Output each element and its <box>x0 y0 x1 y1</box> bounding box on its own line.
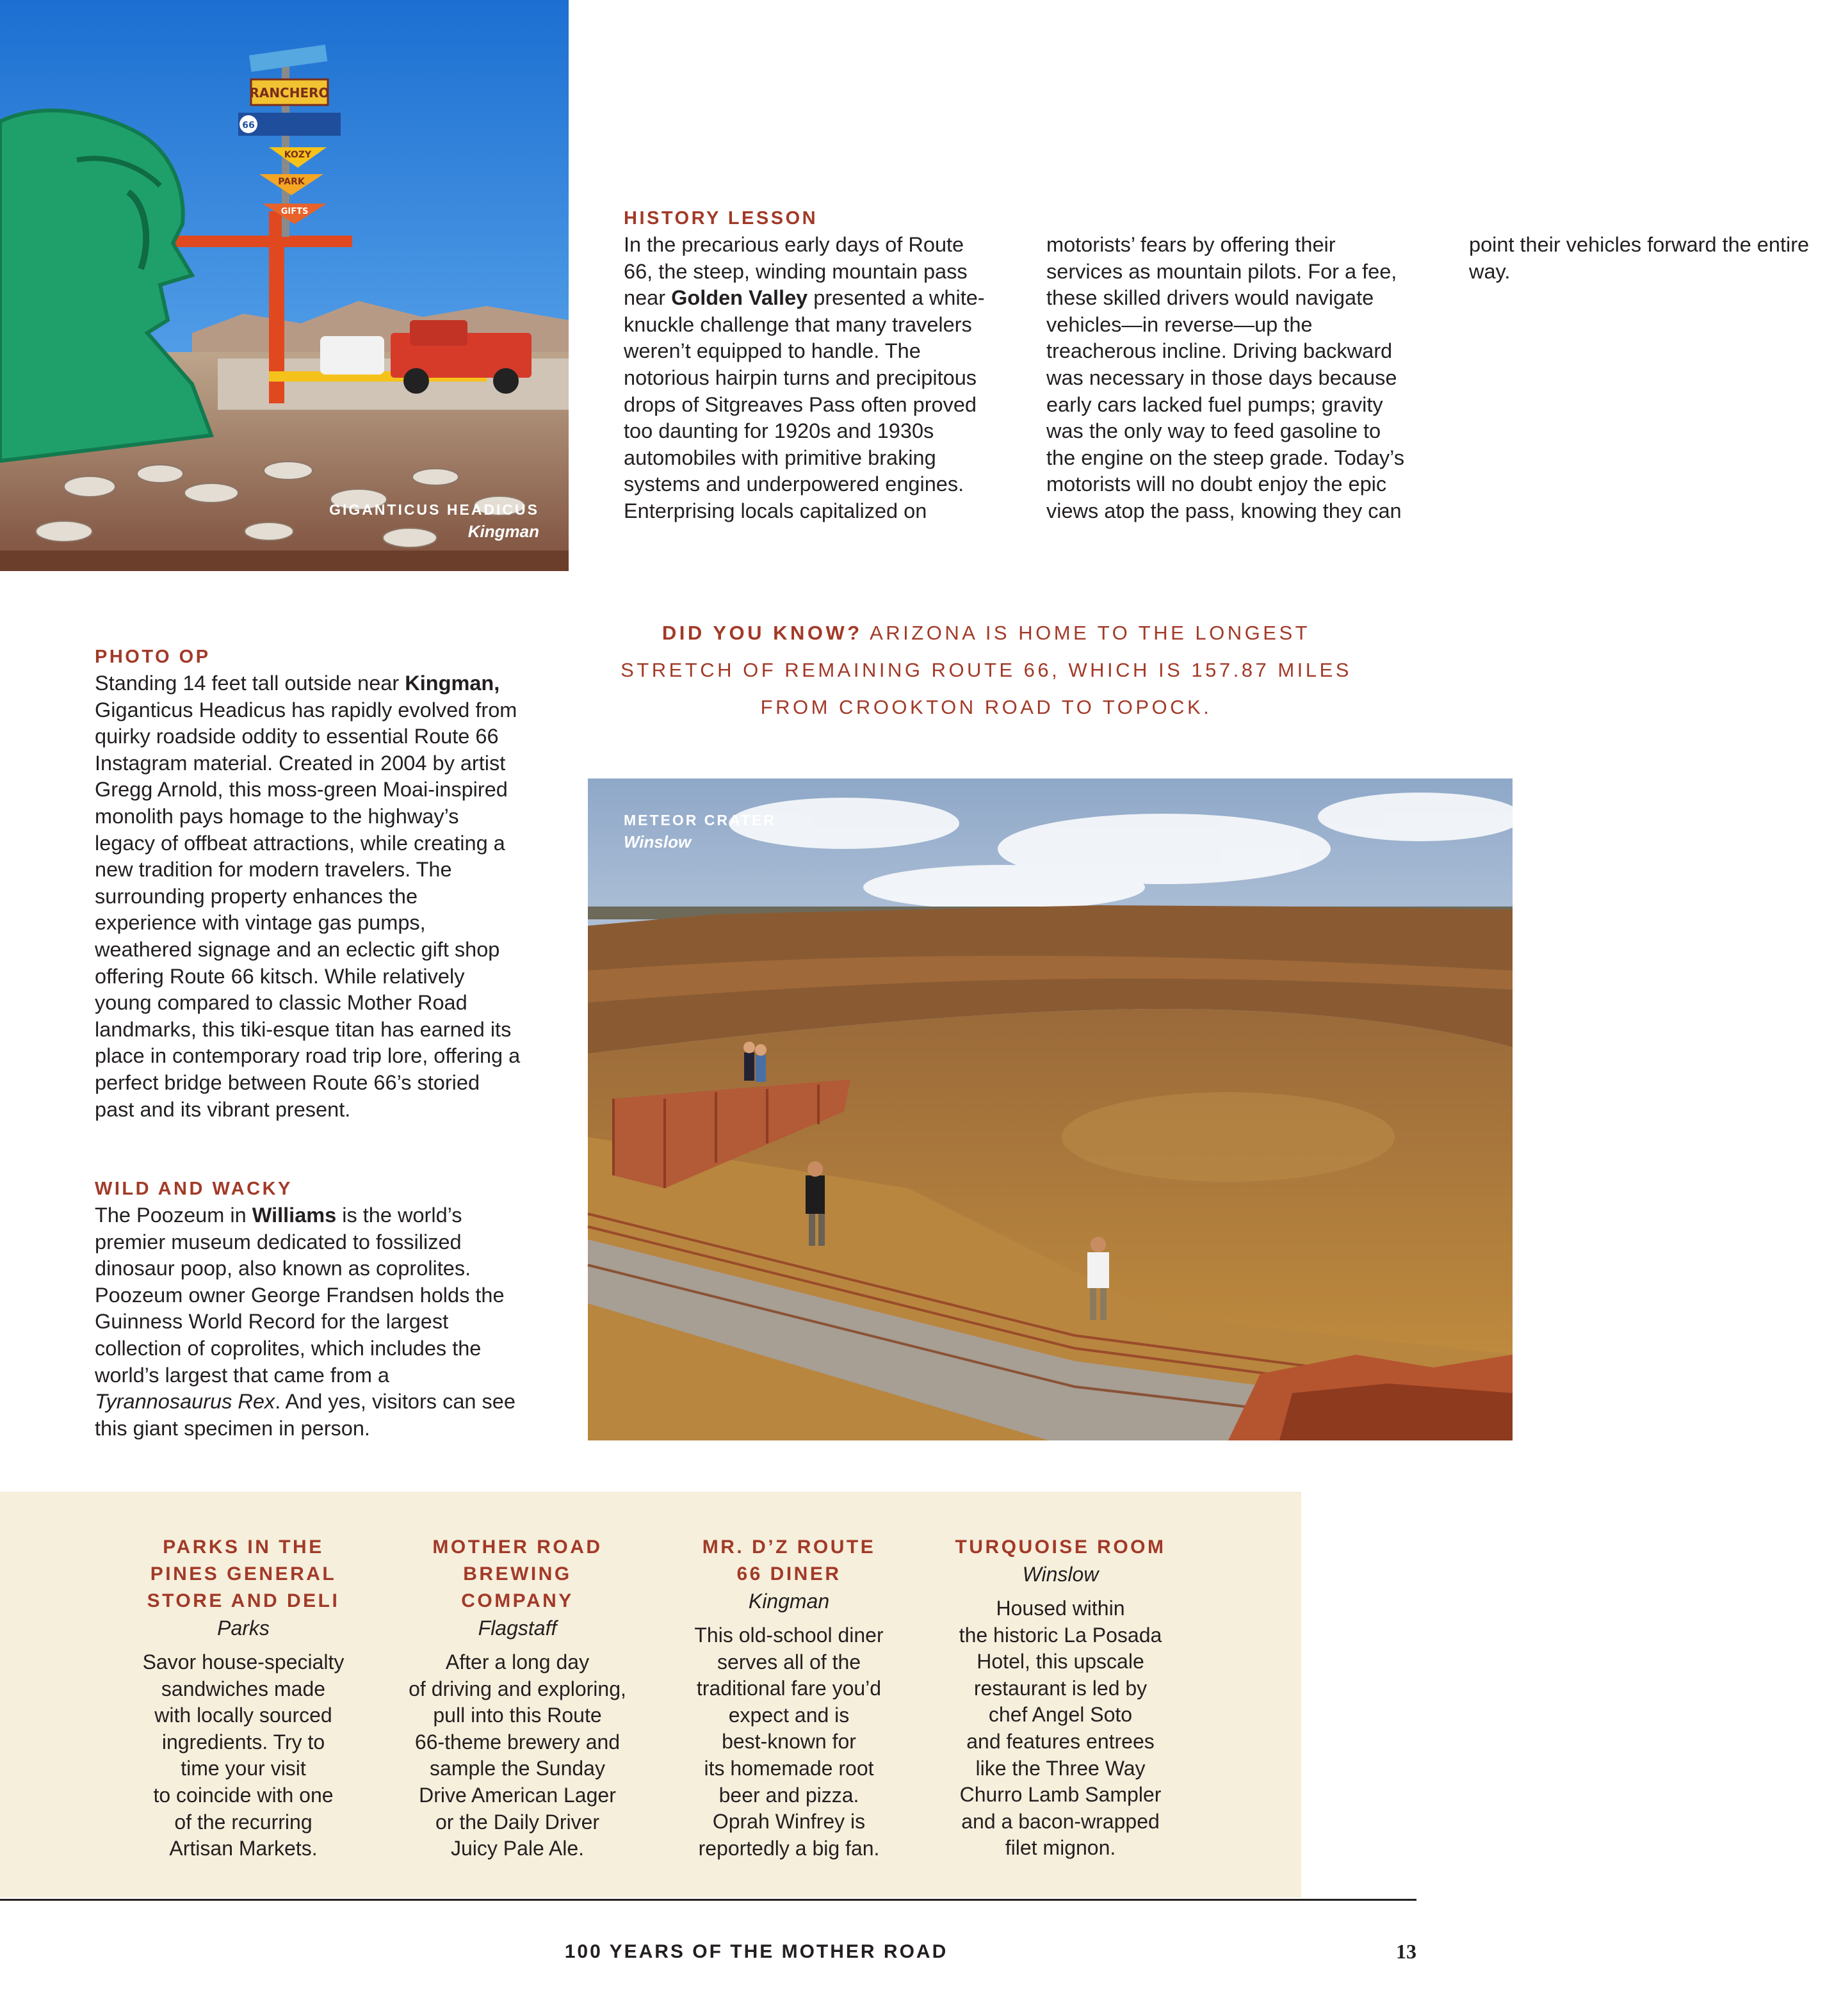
listing-text-line: and a bacon-wrapped <box>961 1809 1160 1833</box>
listing-text-line: traditional fare you’d <box>696 1677 882 1700</box>
photo-op-kingman: Kingman, <box>405 672 500 695</box>
listing-description <box>115 1649 371 1862</box>
page-number: 13 <box>1396 1940 1416 1963</box>
listing-description <box>389 1649 645 1862</box>
history-lesson-body <box>624 205 1810 551</box>
listing-text-line: Churro Lamb Sampler <box>959 1783 1162 1807</box>
listing-title-line: STORE AND DELI <box>147 1590 340 1611</box>
history-lesson-text-b: presented a white-knuckle challenge that many travelers weren’t equipped to handle. The notorious hairpin turns and precipitous drops of Sitgreaves Pass often proved too daunting for 1920s and 1930s automobiles with primitive braking systems and underpowered engines. Enterprising locals capitalized on motorists’ fears by offering their services as mountain pilots. For a fee, these skilled drivers would navigate vehicles—in reverse—up the treacherous incline. Driving backward was necessary in those days because early cars lacked fuel pumps; gravity was the only way to feed gasoline to the engine on the steep grade. Today’s motorists will no doubt enjoy the epic views atop the pass, knowing they can point their vehicles forward the entire way. <box>624 233 1810 522</box>
listing-text-line: Artisan Markets. <box>169 1837 318 1860</box>
history-lesson-golden-valley: Golden Valley <box>671 286 808 310</box>
listing-text-line: chef Angel Soto <box>988 1703 1133 1727</box>
footer-rule <box>0 1899 1416 1901</box>
sign-ranchero: RANCHERO <box>249 85 330 101</box>
listing-text-line: Savor house-specialty <box>142 1650 345 1673</box>
listing-text-line: beer and pizza. <box>718 1783 859 1807</box>
listing-title-line: PARKS IN THE <box>163 1536 324 1558</box>
listing-text-line: pull into this Route <box>433 1704 602 1727</box>
listings-panel <box>0 1492 1301 1898</box>
listing-title <box>115 1534 371 1615</box>
listing-text-line: with locally sourced <box>154 1704 332 1727</box>
crater-caption-title: METEOR CRATER <box>624 812 776 828</box>
listing-title-line: MR. D’Z ROUTE <box>702 1536 876 1558</box>
listing-text-line: serves all of the <box>717 1650 861 1673</box>
listing-text-line: ingredients. Try to <box>161 1730 325 1754</box>
listing-text-line: like the Three Way <box>975 1756 1146 1780</box>
sign-route-66: 66 <box>242 120 255 131</box>
listing-description <box>661 1622 917 1862</box>
did-you-know-lead: DID YOU KNOW? <box>661 622 863 644</box>
history-lesson-section <box>624 205 1810 551</box>
wild-text-b: is the world’s premier museum dedicated to fossilized dinosaur poop, also known as coprolites. Poozeum owner George Frandsen holds the Guinness World Record for the largest collection of coprolites, which includes the world’s largest that came from a <box>95 1204 505 1387</box>
listing-text-line: its homemade root <box>704 1756 874 1780</box>
wild-and-wacky-heading: WILD AND WACKY <box>95 1179 293 1199</box>
listing-text-line: This old-school diner <box>694 1624 884 1647</box>
meteor-crater-photo <box>588 778 1513 1440</box>
listing-text-line: expect and is <box>728 1703 850 1727</box>
listing-text-line: reportedly a big fan. <box>698 1836 880 1860</box>
listing-text-line: of driving and exploring, <box>409 1677 626 1700</box>
wild-and-wacky-section <box>95 1175 524 1442</box>
listing-text-line: Hotel, this upscale <box>977 1650 1144 1673</box>
wild-text-a: The Poozeum in <box>95 1204 252 1227</box>
listing-title-line: TURQUOISE ROOM <box>955 1536 1166 1558</box>
photo-op-section <box>95 643 524 1123</box>
history-lesson-heading: HISTORY LESSON <box>624 208 818 229</box>
listing-turquoise-room <box>932 1534 1189 1862</box>
listing-place: Winslow <box>1022 1563 1099 1586</box>
listing-text-line: and features entrees <box>966 1729 1155 1753</box>
listing-text-line: Juicy Pale Ale. <box>450 1837 585 1860</box>
listing-title <box>932 1534 1189 1561</box>
photo-op-heading: PHOTO OP <box>95 647 211 667</box>
photo-op-body <box>95 670 524 1123</box>
listing-text-line: Oprah Winfrey is <box>712 1810 866 1834</box>
footer-publication-title: 100 YEARS OF THE MOTHER ROAD <box>564 1941 948 1962</box>
listing-text-line: best-known for <box>722 1730 856 1754</box>
listing-title-line: COMPANY <box>461 1590 574 1611</box>
wild-williams: Williams <box>252 1204 337 1227</box>
history-lesson-text-a: In the precarious early days of Route 66, the steep, winding mountain pass near <box>624 233 968 310</box>
wild-text-c: . And yes, visitors can see this giant specimen in person. <box>95 1390 515 1440</box>
listing-title-line: BREWING <box>463 1563 572 1585</box>
sign-kozy: KOZY <box>284 150 312 160</box>
listing-title-line: 66 DINER <box>736 1563 841 1585</box>
listing-place: Flagstaff <box>478 1617 557 1640</box>
listing-text-line: of the recurring <box>174 1810 312 1834</box>
listing-title-line: MOTHER ROAD <box>432 1536 603 1558</box>
crater-caption-place: Winslow <box>624 832 692 851</box>
listing-parks-general-store <box>115 1534 371 1862</box>
listing-text-line: Drive American Lager <box>419 1783 616 1807</box>
listing-text-line: time your visit <box>181 1757 306 1780</box>
listing-mr-dz-diner <box>661 1534 917 1862</box>
did-you-know-text: ARIZONA IS HOME TO THE LONGEST STRETCH OF REMAINING ROUTE 66, WHICH IS 157.87 MILES FROM CROOKTON ROAD TO TOPOCK. <box>621 622 1352 718</box>
listing-text-line: 66-theme brewery and <box>414 1730 621 1754</box>
giganticus-headicus-illustration <box>0 0 569 571</box>
sign-gifts: GIFTS <box>280 207 309 216</box>
listing-text-line: After a long day <box>445 1650 590 1673</box>
listing-title-line: PINES GENERAL <box>150 1563 337 1585</box>
sign-park: PARK <box>278 177 305 187</box>
photo-op-text-a: Standing 14 feet tall outside near <box>95 672 405 695</box>
listing-place: Parks <box>217 1617 270 1640</box>
listing-text-line: the historic La Posada <box>959 1623 1162 1647</box>
meteor-crater-illustration <box>588 778 1513 1440</box>
wild-and-wacky-body <box>95 1202 524 1442</box>
wild-t-rex: Tyrannosaurus Rex <box>95 1390 275 1414</box>
giganticus-headicus-photo <box>0 0 569 571</box>
listing-place: Kingman <box>748 1590 830 1613</box>
listing-text-line: restaurant is led by <box>973 1676 1148 1700</box>
listing-title <box>389 1534 645 1615</box>
listing-text-line: sandwiches made <box>161 1677 326 1700</box>
listing-description <box>932 1595 1189 1862</box>
listing-text-line: or the Daily Driver <box>435 1810 600 1834</box>
listing-mother-road-brewing <box>389 1534 645 1862</box>
headicus-caption-title: GIGANTICUS HEADICUS <box>329 501 539 518</box>
listing-title <box>661 1534 917 1588</box>
listing-text-line: Housed within <box>996 1597 1125 1620</box>
listing-text-line: sample the Sunday <box>430 1757 605 1780</box>
listing-text-line: to coincide with one <box>153 1783 334 1807</box>
listing-text-line: filet mignon. <box>1005 1836 1116 1860</box>
did-you-know-callout <box>615 615 1358 726</box>
headicus-caption-place: Kingman <box>467 522 539 541</box>
photo-op-text-b: Giganticus Headicus has rapidly evolved from quirky roadside oddity to essential Route 66 Instagram material. Created in 2004 by artist Gregg Arnold, this moss-green Moai-inspired monolith pays homage to the highway’s legacy of offbeat attractions, while creating a new tradition for modern travelers. The surrounding property enhances the experience with vintage gas pumps, weathered signage and an eclectic gift shop offering Route 66 kitsch. While relatively young compared to classic Mother Road landmarks, this tiki-esque titan has earned its place in contemporary road trip lore, offering a perfect bridge between Route 66’s storied past and its vibrant present. <box>95 698 521 1121</box>
